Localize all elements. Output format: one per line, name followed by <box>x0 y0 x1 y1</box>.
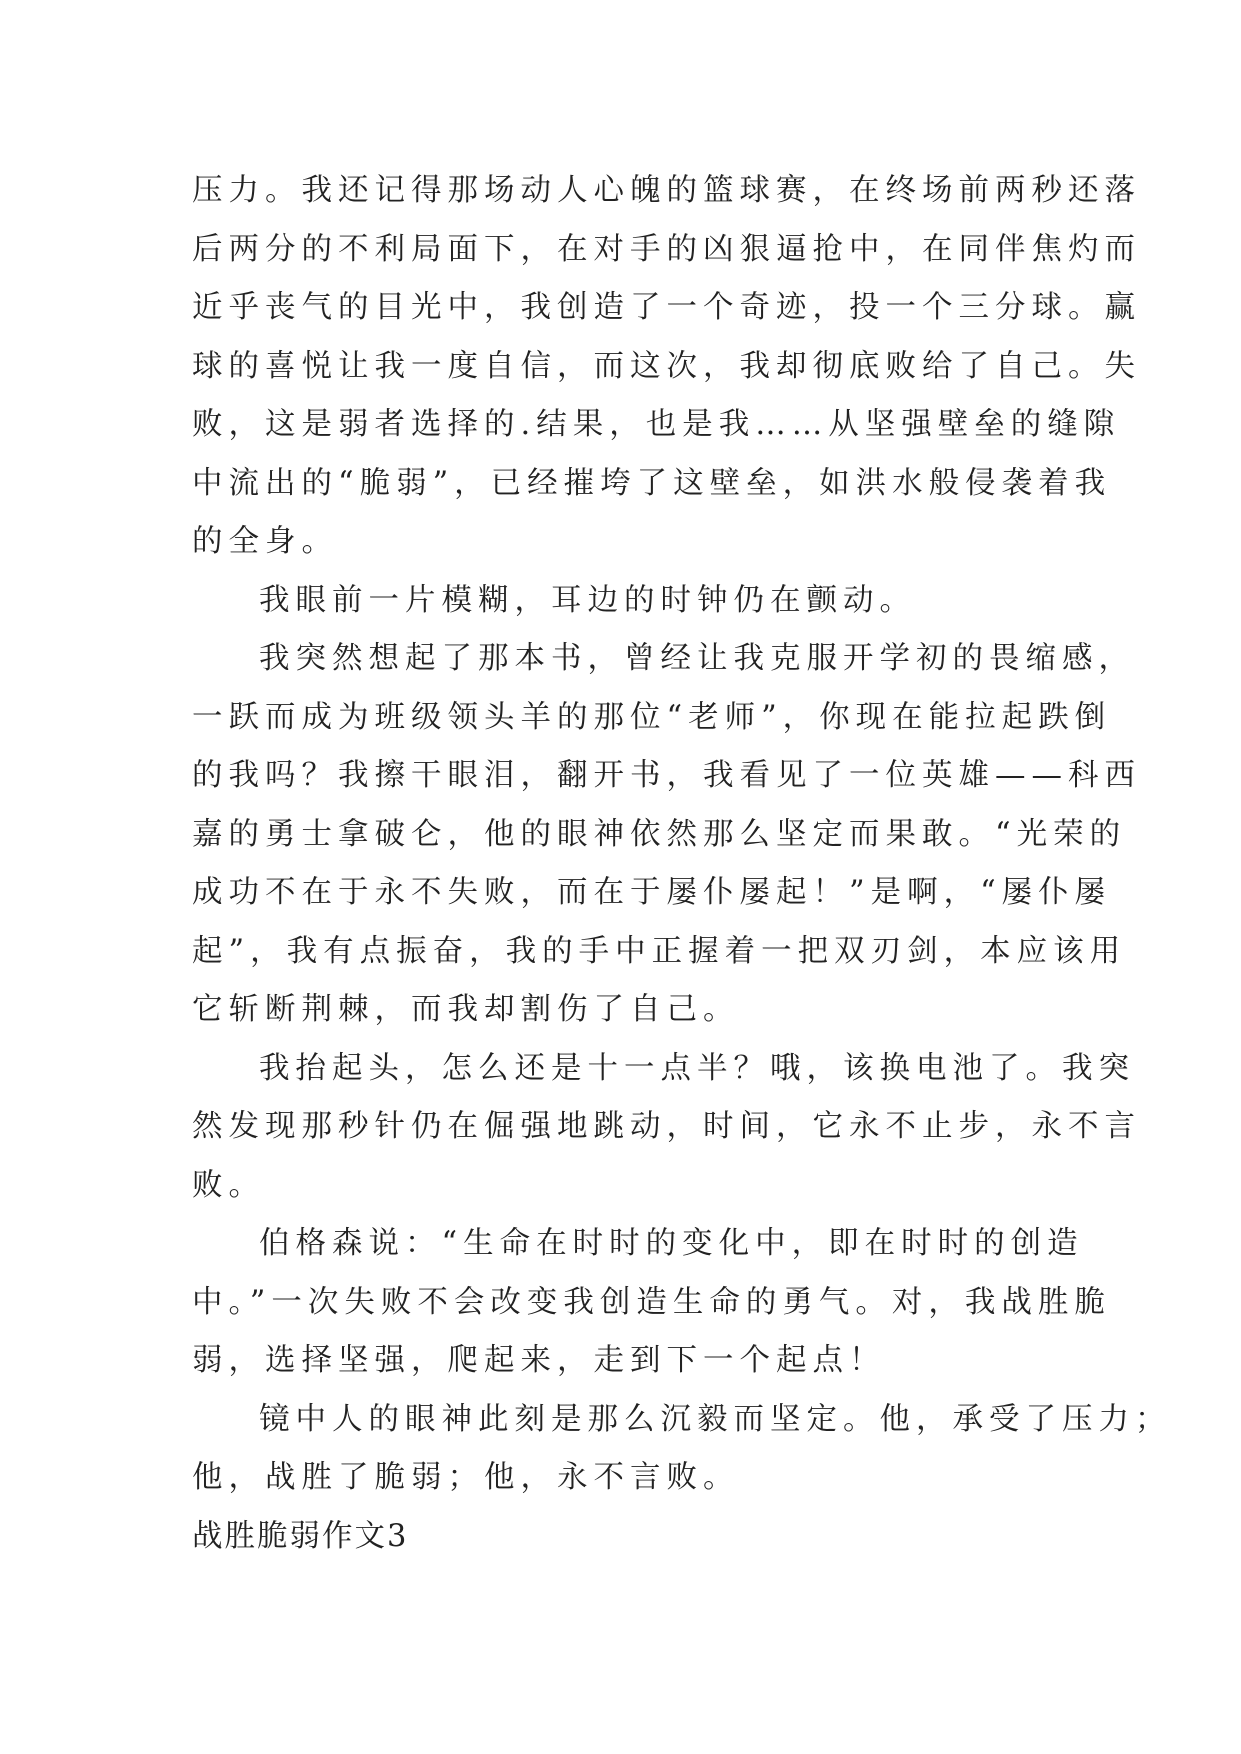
paragraph-line: 一跃而成为班级领头羊的那位“老师”，你现在能拉起跌倒 <box>192 699 1112 735</box>
paragraph-line: 败。 <box>192 1167 265 1203</box>
paragraph-line: 成功不在于永不失败，而在于屡仆屡起！”是啊，“屡仆屡 <box>192 875 1112 910</box>
paragraph-line: 的我吗？我擦干眼泪，翻开书，我看见了一位英雄——科西 <box>192 758 1141 793</box>
paragraph-line: 我突然想起了那本书，曾经让我克服开学初的畏缩感， <box>259 641 1135 676</box>
paragraph-line: 中。”一次失败不会改变我创造生命的勇气。对，我战胜脆 <box>192 1284 1111 1320</box>
paragraph-line: 他，战胜了脆弱；他，永不言败。 <box>192 1460 740 1495</box>
paragraph-line: 嘉的勇士拿破仑，他的眼神依然那么坚定而果敢。“光荣的 <box>192 816 1127 852</box>
paragraph-line: 起”，我有点振奋，我的手中正握着一把双刃剑，本应该用 <box>192 933 1127 969</box>
paragraph-line: 中流出的“脆弱”，已经摧垮了这壁垒，如洪水般侵袭着我 <box>192 465 1112 501</box>
paragraph-line: 我眼前一片模糊，耳边的时钟仍在颤动。 <box>259 582 916 618</box>
paragraph-line: 弱，选择坚强，爬起来，走到下一个起点！ <box>192 1343 886 1378</box>
paragraph-line: 后两分的不利局面下，在对手的凶狠逼抢中，在同伴焦灼而 <box>192 231 1141 267</box>
paragraph-line: 它斩断荆棘，而我却割伤了自己。 <box>192 992 740 1027</box>
paragraph-line: 近乎丧气的目光中，我创造了一个奇迹，投一个三分球。赢 <box>192 290 1141 325</box>
document-body <box>192 162 1172 1566</box>
paragraph-line: 然发现那秒针仍在倔强地跳动，时间，它永不止步，永不言 <box>192 1109 1141 1144</box>
paragraph-line: 我抬起头，怎么还是十一点半？哦，该换电池了。我突 <box>259 1050 1135 1086</box>
paragraph-line: 压力。我还记得那场动人心魄的篮球赛，在终场前两秒还落 <box>192 173 1141 208</box>
paragraph-line: 的全身。 <box>192 524 338 559</box>
paragraph-line: 镜中人的眼神此刻是那么沉毅而坚定。他，承受了压力； <box>259 1401 1172 1437</box>
section-heading: 战胜脆弱作文3 <box>192 1518 409 1554</box>
paragraph-line: 败，这是弱者选择的.结果，也是我……从坚强壁垒的缝隙 <box>192 407 1121 442</box>
paragraph-line: 球的喜悦让我一度自信，而这次，我却彻底败给了自己。失 <box>192 348 1141 384</box>
paragraph-line: 伯格森说：“生命在时时的变化中，即在时时的创造 <box>259 1226 1084 1261</box>
